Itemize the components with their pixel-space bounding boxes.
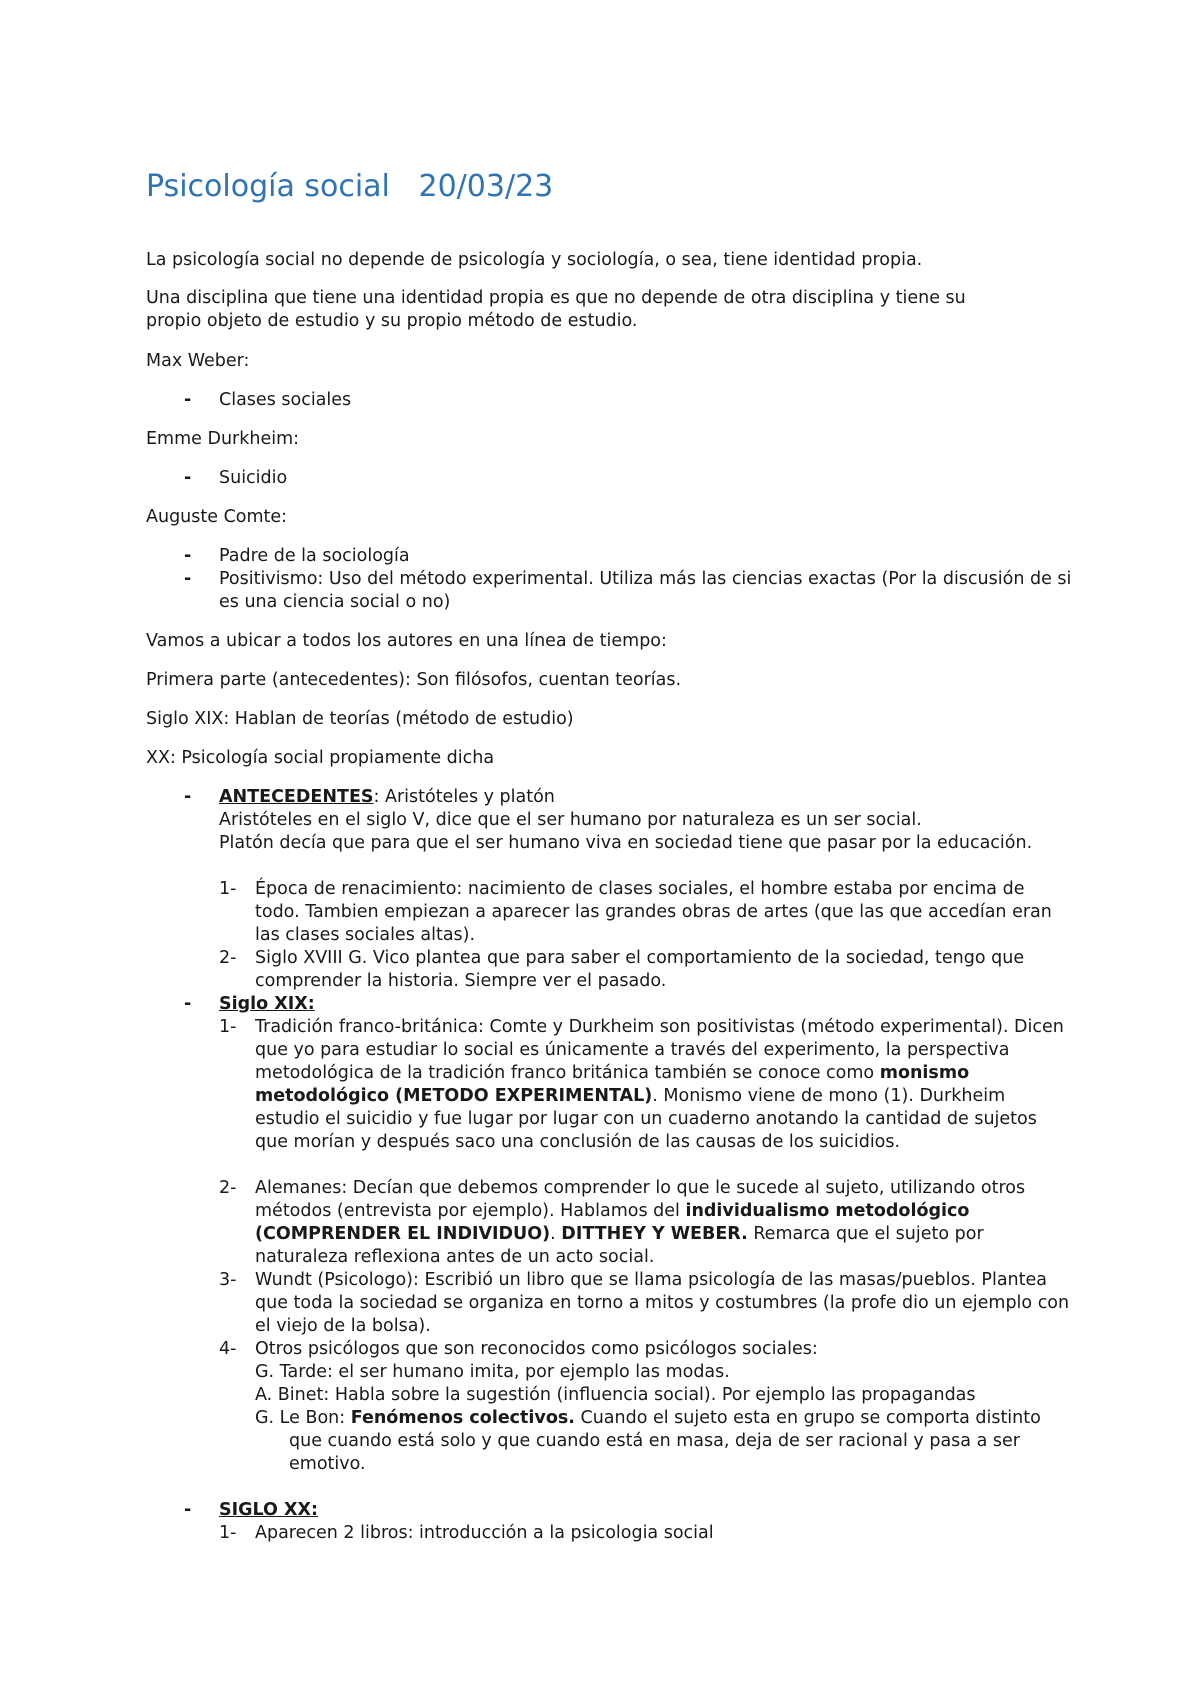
list-number: 2- — [219, 948, 237, 968]
bullet-dash: - — [184, 468, 192, 488]
psychologist-binet: A. Binet: Habla sobre la sugestión (influencia social). Por ejemplo las propagandas — [255, 1385, 976, 1405]
antecedentes-heading-rest: : Aristóteles y platón — [373, 787, 555, 807]
list-number: 1- — [219, 879, 237, 899]
durkheim-label: Emme Durkheim: — [146, 429, 300, 449]
siglo-xx-heading-wrap — [219, 1499, 1074, 1522]
list-number: 1- — [219, 1017, 237, 1037]
item-intro: Otros psicólogos que son reconocidos como psicólogos sociales: — [255, 1339, 818, 1359]
item-text: Cuando el sujeto esta en grupo se comporta distinto que cuando está solo y que cuando está en masa, deja de ser racional y pasa a ser emotivo. — [289, 1408, 1041, 1474]
list-item: Aparecen 2 libros: introducción a la psicologia social — [255, 1523, 714, 1543]
list-item — [255, 1338, 1075, 1476]
psychologist-lebon — [255, 1407, 1079, 1476]
siglo-xix-heading-wrap — [219, 993, 1074, 1016]
weber-label: Max Weber: — [146, 351, 250, 371]
antecedentes-section — [219, 786, 1074, 855]
item-text: . Monismo viene de mono (1). Durkheim estudio el suicidio y fue lugar por lugar con un cuaderno anotando la cantidad de sujetos que morían y después saco una conclusión de las causas de los suicidios. — [255, 1086, 1037, 1152]
item-bold-text: DITTHEY Y WEBER. — [561, 1224, 748, 1244]
list-number: 1- — [219, 1523, 237, 1543]
comte-item: Padre de la sociología — [219, 546, 410, 566]
item-bold-text: individualismo metodológico (COMPRENDER EL INDIVIDUO) — [255, 1201, 970, 1244]
siglo-xx-heading: SIGLO XX: — [219, 1500, 318, 1520]
bullet-dash: - — [184, 787, 192, 807]
list-number: 2- — [219, 1178, 237, 1198]
list-item — [255, 1016, 1065, 1154]
item-text: Remarca que el sujeto por naturaleza reflexiona antes de un acto social. — [255, 1224, 984, 1267]
siglo-xix-heading: Siglo XIX: — [219, 994, 315, 1014]
timeline-intro: Vamos a ubicar a todos los autores en una línea de tiempo: — [146, 631, 667, 651]
weber-item: Clases sociales — [219, 390, 352, 410]
timeline-part: Siglo XIX: Hablan de teorías (método de estudio) — [146, 709, 574, 729]
antecedentes-line: Platón decía que para que el ser humano viva en sociedad tiene que pasar por la educación. — [219, 833, 1033, 853]
timeline-part: Primera parte (antecedentes): Son filósofos, cuentan teorías. — [146, 670, 682, 690]
antecedentes-heading: ANTECEDENTES — [219, 787, 374, 807]
bullet-dash: - — [184, 1500, 192, 1520]
comte-item: Positivismo: Uso del método experimental. Utiliza más las ciencias exactas (Por la discusión de si es una ciencia social o no) — [219, 569, 1072, 612]
timeline-part: XX: Psicología social propiamente dicha — [146, 748, 495, 768]
item-bold-text: monismo metodológico (METODO EXPERIMENTAL) — [255, 1063, 970, 1106]
list-item: Wundt (Psicologo): Escribió un libro que se llama psicología de las masas/pueblos. Plantea que toda la sociedad se organiza en torno a mitos y costumbres (la profe dio un ejemplo con el viejo de la bolsa). — [255, 1270, 1070, 1336]
list-item — [255, 1177, 1065, 1269]
list-number: 3- — [219, 1270, 237, 1290]
bullet-dash: - — [184, 390, 192, 410]
durkheim-item: Suicidio — [219, 468, 288, 488]
antecedentes-heading-line — [219, 786, 1074, 809]
list-item: Siglo XVIII G. Vico plantea que para saber el comportamiento de la sociedad, tengo que comprender la historia. Siempre ver el pasado. — [255, 948, 1025, 991]
item-bold-text: Fenómenos colectivos. — [350, 1408, 575, 1428]
page-title: Psicología social 20/03/23 — [146, 169, 554, 204]
bullet-dash: - — [184, 994, 192, 1014]
bullet-dash: - — [184, 569, 192, 589]
comte-label: Auguste Comte: — [146, 507, 288, 527]
list-item: Época de renacimiento: nacimiento de clases sociales, el hombre estaba por encima de todo. Tambien empiezan a aparecer las grandes obras de artes (que las que accedían eran las clases sociales altas). — [255, 879, 1052, 945]
item-text: Tradición franco-británica: Comte y Durkheim son positivistas (método experimental). Dicen que yo para estudiar lo social es únicamente a través del experimento, la perspectiva metodológica de la tradición franco británica también se conoce como — [255, 1017, 1064, 1083]
antecedentes-line: Aristóteles en el siglo V, dice que el ser humano por naturaleza es un ser social. — [219, 810, 922, 830]
paragraph-definition: Una disciplina que tiene una identidad propia es que no depende de otra disciplina y tiene su propio objeto de estudio y su propio método de estudio. — [146, 288, 966, 331]
psychologist-tarde: G. Tarde: el ser humano imita, por ejemplo las modas. — [255, 1362, 730, 1382]
bullet-dash: - — [184, 546, 192, 566]
item-text: Alemanes: Decían que debemos comprender lo que le sucede al sujeto, utilizando otros métodos (entrevista por ejemplo). Hablamos del — [255, 1178, 1026, 1221]
item-text: . — [550, 1224, 562, 1244]
paragraph-intro: La psicología social no depende de psicología y sociología, o sea, tiene identidad propia. — [146, 250, 923, 270]
item-text: G. Le Bon: — [255, 1408, 351, 1428]
list-number: 4- — [219, 1339, 237, 1359]
